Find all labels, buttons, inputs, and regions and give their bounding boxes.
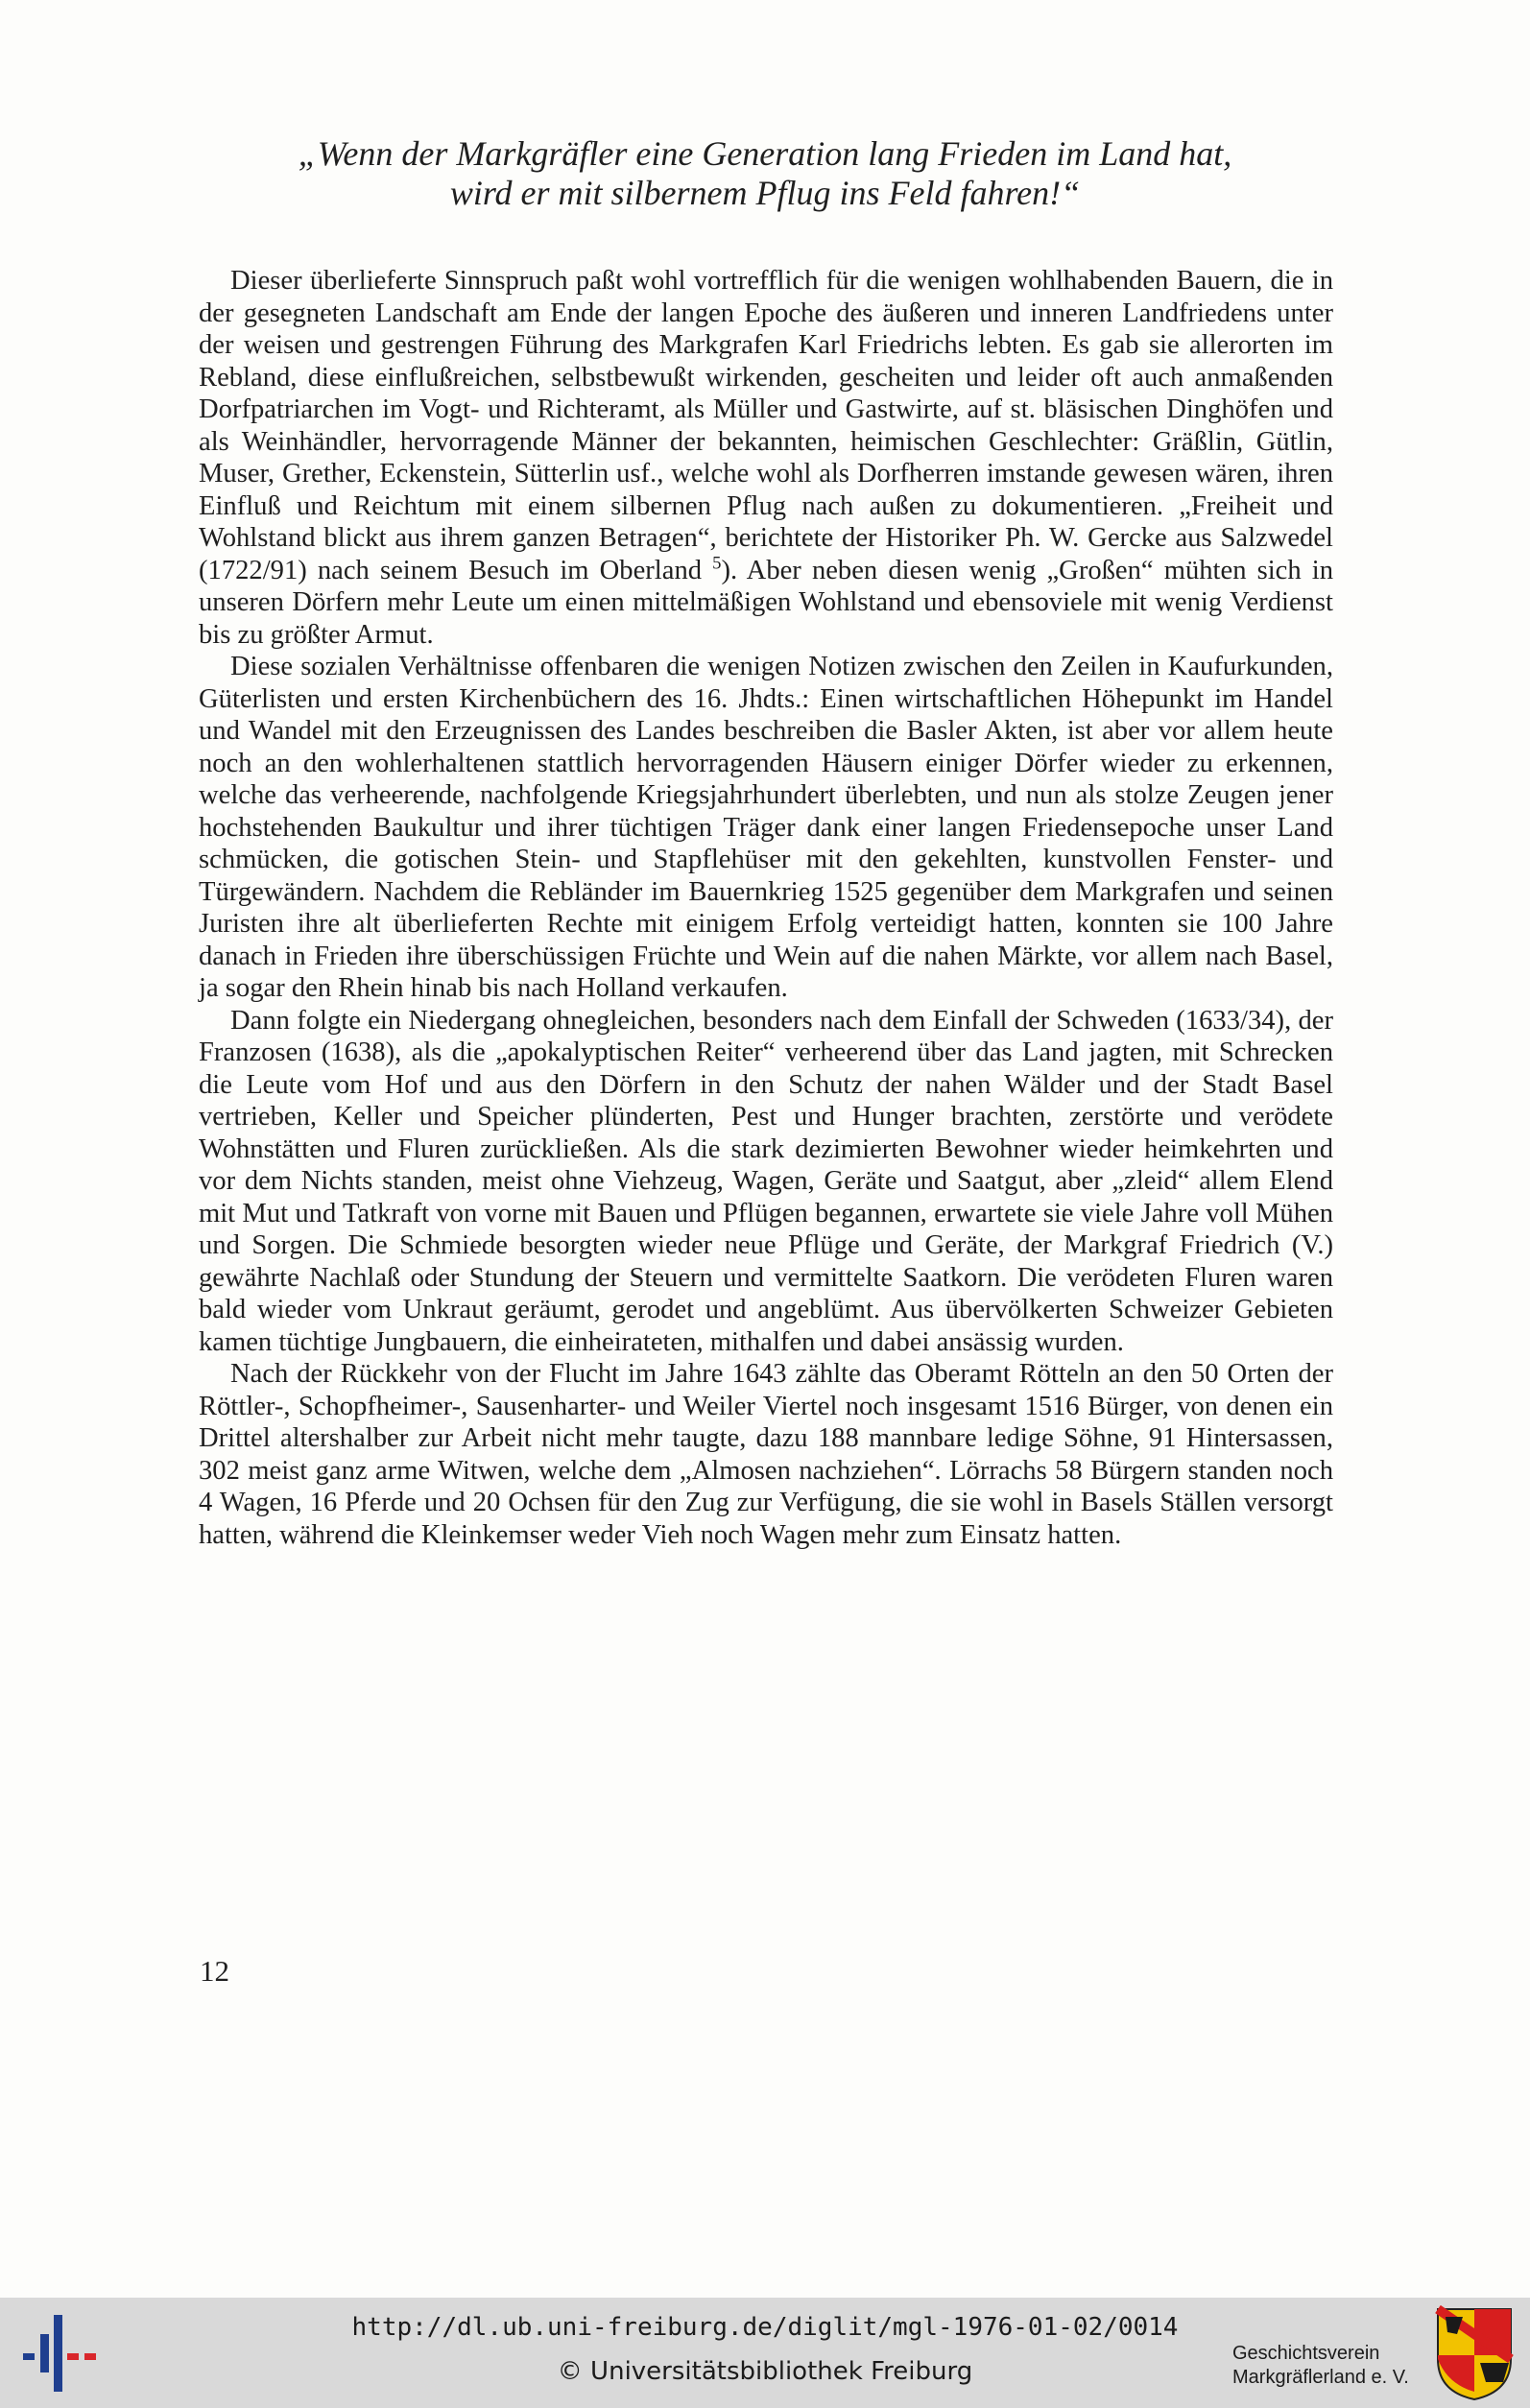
society-line-2: Markgräflerland e. V. — [1232, 2367, 1409, 2388]
paragraph-2: Diese sozialen Verhältnisse offenbaren die wenigen Notizen zwischen den Zeilen in Kaufurkunden, Güterlisten und ersten Kirchenbüchern des 16. Jhdts.: Einen wirtschaftlichen Höhepunkt im Handel und Wandel mit den Erzeugnissen des Landes beschreiben die Basler Akten, ist aber vor allem heute noch an den wohlerhaltenen stattlich hervorragenden Häusern einiger Dörfer wieder zu erkennen, welche das verheerende, nachfolgende Kriegsjahrhundert überlebten, und nun als stolze Zeugen jener hochstehenden Baukultur und ihrer tüchtigen Träger dank einer langen Friedensepoche unser Land schmücken, die gotischen Stein- und Stapflehüser mit den gekehlten, kunstvollen Fenster- und Türgewändern. Nachdem die Rebländer im Bauernkrieg 1525 gegenüber dem Markgrafen und seinen Juristen ihre alt überlieferten Rechte mit einigem Erfolg verteidigt hatten, konnten sie 100 Jahre danach in Frieden ihre überschüssigen Früchte und Wein auf die nahen Märkte, vor allem nach Basel, ja sogar den Rhein hinab bis nach Holland verkaufen. — [199, 652, 1333, 1003]
motto-quote — [173, 134, 1357, 213]
coat-of-arms-icon — [1434, 2305, 1515, 2401]
motto-line-1: „Wenn der Markgräfler eine Generation lang Frieden im Land hat, — [298, 134, 1232, 173]
society-line-1: Geschichtsverein — [1232, 2343, 1380, 2364]
paragraph-1-tail: ). Aber neben diesen wenig „Großen“ mühten sich in unseren Dörfern mehr Leute um einen mittelmäßigen Wohlstand und ebensoviele mit wenig Verdienst bis zu größter Armut. — [199, 555, 1334, 650]
footer-copyright: © Universitätsbibliothek Freiburg — [557, 2357, 973, 2386]
footnote-ref: 5 — [712, 552, 722, 573]
paragraph-1 — [199, 265, 1333, 651]
page-number: 12 — [200, 1954, 229, 1988]
society-name — [1232, 2342, 1424, 2390]
footer-url-link[interactable]: http://dl.ub.uni-freiburg.de/diglit/mgl-1976-01-02/0014 — [351, 2313, 1179, 2342]
body-text — [199, 265, 1333, 1551]
paragraph-3: Dann folgte ein Niedergang ohnegleichen, besonders nach dem Einfall der Schweden (1633/34), der Franzosen (1638), als die „apokalyptischen Reiter“ verheerend über das Land jagten, mit Schrecken die Leute vom Hof und aus den Dörfern in den Schutz der nahen Wälder und der Stadt Basel vertrieben, Keller und Speicher plünderten, Pest und Hunger brachten, zerstörte und verödete Wohnstätten und Fluren zurückließen. Als die stark dezimierten Bewohner wieder heimkehrten und vor dem Nichts standen, meist ohne Viehzeug, Wagen, Geräte und Saatgut, aber „zleid“ allem Elend mit Mut und Tatkraft von vorne mit Bauen und Pflügen begannen, erwartete sie viele Jahre voll Mühen und Sorgen. Die Schmiede besorgten wieder neue Pflüge und Geräte, der Markgraf Friedrich (V.) gewährte Nachlaß oder Stundung der Steuern und vermittelte Saatkorn. Die verödeten Fluren waren bald wieder vom Unkraut geräumt, gerodet und angeblümt. Aus übervölkerten Schweizer Gebieten kamen tüchtige Jungbauern, die einheirateten, mithalfen und dabei ansässig wurden. — [199, 1005, 1333, 1357]
paragraph-4: Nach der Rückkehr von der Flucht im Jahre 1643 zählte das Oberamt Rötteln an den 50 Orten der Röttler-, Schopfheimer-, Sausenharter- und Weiler Viertel noch insgesamt 1516 Bürger, von denen ein Drittel altershalber zur Arbeit nicht mehr taugte, dazu 188 mannbare ledige Söhne, 91 Hintersassen, 302 meist ganz arme Witwen, welche dem „Almosen nachziehen“. Lörrachs 58 Bürgern standen noch 4 Wagen, 16 Pferde und 20 Ochsen für den Zug zur Verfügung, die sie wohl in Basels Ställen versorgt hatten, während die Kleinkemser weder Vieh noch Wagen mehr zum Einsatz hatten. — [199, 1359, 1333, 1550]
paragraph-1-text: Dieser überlieferte Sinnspruch paßt wohl vortrefflich für die wenigen wohlhabenden Bauern, die in der gesegneten Landschaft am Ende der langen Epoche des äußeren und inneren Landfriedens unter der weisen und gestrengen Führung des Markgrafen Karl Friedrichs lebten. Es gab sie allerorten im Rebland, diese einflußreichen, selbstbewußt wirkenden, gescheiten und leider oft auch anmaßenden Dorfpatriarchen im Vogt- und Richteramt, als Müller und Gastwirte, auf st. bläsischen Dinghöfen und als Weinhändler, hervorragende Männer der bekannten, heimischen Geschlechter: Gräßlin, Gütlin, Muser, Grether, Eckenstein, Sütterlin usf., welche wohl als Dorfherren imstande gewesen wären, ihren Einfluß und Reichtum mit einem silbernen Pflug nach außen zu dokumentieren. „Freiheit und Wohlstand blickt aus ihrem ganzen Betragen“, berichtete der Historiker Ph. W. Gercke aus Salzwedel (1722/91) nach seinem Besuch im Oberland — [199, 266, 1333, 585]
motto-line-2: wird er mit silbernem Pflug ins Feld fahren!“ — [449, 174, 1081, 212]
footer-bar — [0, 2298, 1530, 2408]
